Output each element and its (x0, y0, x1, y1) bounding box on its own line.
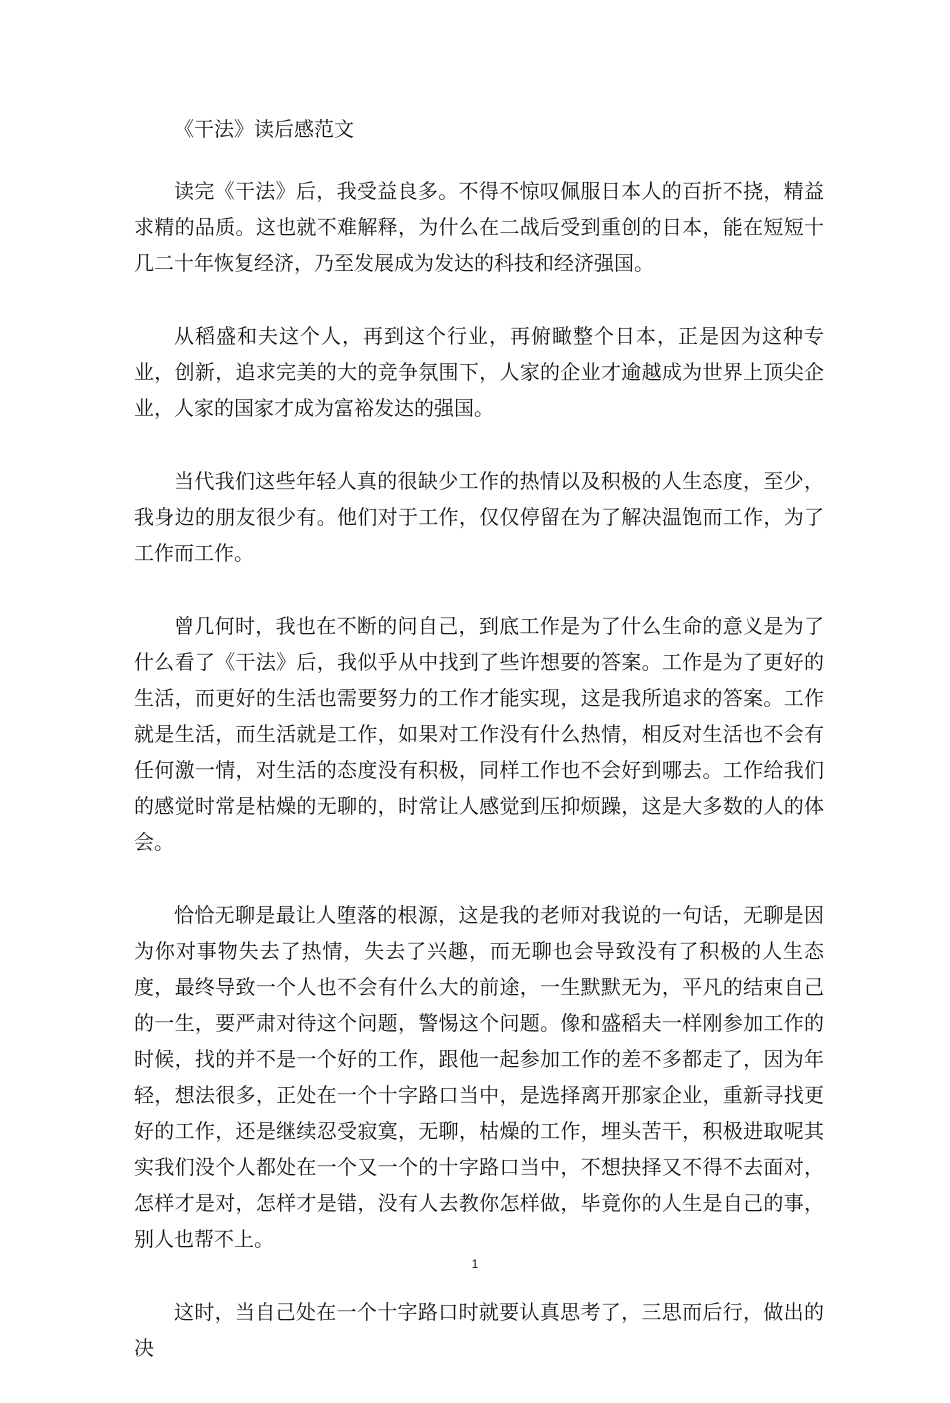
paragraph-2: 从稻盛和夫这个人，再到这个行业，再俯瞰整个日本，正是因为这种专业，创新，追求完美的大的竞争氛围下，人家的企业才逾越成为世界上顶尖企业，人家的国家才成为富裕发达的强国。 (134, 324, 824, 420)
document-title: 《干法》读后感范文 (174, 117, 354, 141)
document-body (134, 173, 824, 1403)
page-number: 1 (471, 1257, 479, 1271)
paragraph-5: 恰恰无聊是最让人堕落的根源，这是我的老师对我说的一句话，无聊是因为你对事物失去了热情，失去了兴趣，而无聊也会导致没有了积极的人生态度，最终导致一个人也不会有什么大的前途，一生默默无为，平凡的结束自己的一生，要严肃对待这个问题，警惕这个问题。像和盛稻夫一样刚参加工作的时候，找的并不是一个好的工作，跟他一起参加工作的差不多都走了，因为年轻，想法很多，正处在一个十字路口当中，是选择离开那家企业，重新寻找更好的工作，还是继续忍受寂寞，无聊，枯燥的工作，埋头苦干，积极进取呢其实我们没个人都处在一个又一个的十字路口当中，不想抉择又不得不去面对，怎样才是对，怎样才是错，没有人去教你怎样做，毕竟你的人生是自己的事，别人也帮不上。 (134, 903, 824, 1251)
paragraph-3: 当代我们这些年轻人真的很缺少工作的热情以及积极的人生态度，至少，我身边的朋友很少有。他们对于工作，仅仅停留在为了解决温饱而工作，为了工作而工作。 (134, 469, 824, 565)
paragraph-1: 读完《干法》后，我受益良多。不得不惊叹佩服日本人的百折不挠，精益求精的品质。这也就不难解释，为什么在二战后受到重创的日本，能在短短十几二十年恢复经济，乃至发展成为发达的科技和经济强国。 (134, 179, 824, 275)
paragraph-4: 曾几何时，我也在不断的问自己，到底工作是为了什么生命的意义是为了什么看了《干法》后，我似乎从中找到了些许想要的答案。工作是为了更好的生活，而更好的生活也需要努力的工作才能实现，这是我所追求的答案。工作就是生活，而生活就是工作，如果对工作没有什么热情，相反对生活也不会有任何激一情，对生活的态度没有积极，同样工作也不会好到哪去。工作给我们的感觉时常是枯燥的无聊的，时常让人感觉到压抑烦躁，这是大多数的人的体会。 (134, 614, 824, 854)
paragraph-6: 这时，当自己处在一个十字路口时就要认真思考了，三思而后行，做出的决 (134, 1300, 824, 1360)
